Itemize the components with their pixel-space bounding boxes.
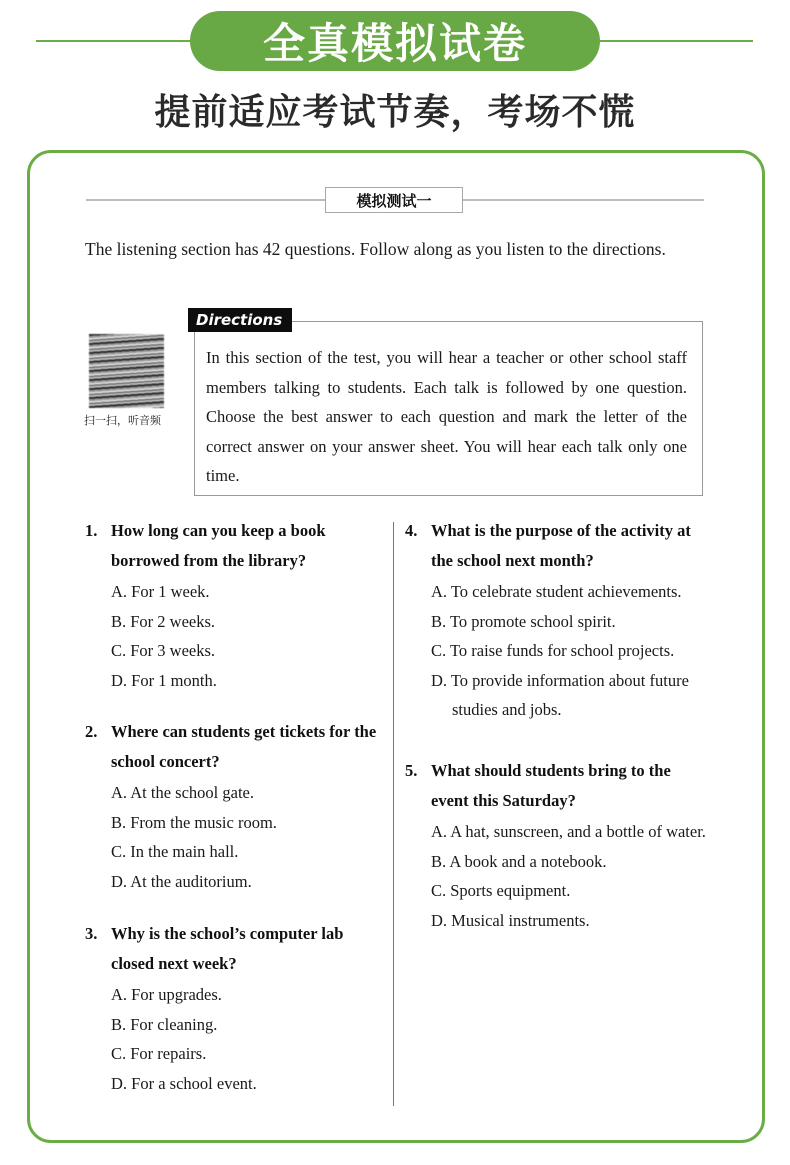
option-d[interactable]: D. For 1 month. (111, 670, 217, 690)
question-text: Where can students get tickets for the school concert? (111, 722, 377, 771)
page-title: 全真模拟试卷 (262, 19, 527, 68)
section-intro: The listening section has 42 questions. Follow along as you listen to the directions. (85, 239, 666, 259)
option-b[interactable]: B. To promote school spirit. (431, 611, 616, 631)
question-text: What should students bring to the event this Saturday? (431, 761, 671, 810)
question-number: 4. (405, 521, 418, 540)
option-b[interactable]: B. A book and a notebook. (431, 851, 607, 871)
question-5 (405, 756, 710, 935)
header-rule-right (595, 40, 753, 42)
directions-text: In this section of the test, you will hear a teacher or other school staff members talking to students. Each talk is followed by one question. Choose the best answer to each question and mark the letter of the correct answer on your answer sheet. You will hear each talk only one time. (206, 348, 687, 485)
option-d[interactable]: D. Musical instruments. (431, 910, 590, 930)
section-rule-left (86, 199, 326, 201)
title-banner (190, 11, 600, 71)
question-text: What is the purpose of the activity at the school next month? (431, 521, 691, 570)
option-b[interactable]: B. For cleaning. (111, 1014, 218, 1034)
question-4 (405, 516, 710, 725)
option-c[interactable]: C. For repairs. (111, 1044, 207, 1063)
directions-tag: Directions (188, 308, 292, 332)
question-text: How long can you keep a book borrowed from the library? (111, 521, 326, 570)
page-subtitle: 提前适应考试节奏，考场不慌 (154, 92, 636, 133)
question-text: Why is the school’s computer lab closed next week? (111, 924, 344, 973)
option-b[interactable]: B. From the music room. (111, 812, 277, 832)
section-rule-right (463, 199, 704, 201)
option-a[interactable]: A. For 1 week. (111, 582, 210, 601)
option-a[interactable]: A. A hat, sunscreen, and a bottle of water. (431, 822, 706, 841)
option-b[interactable]: B. For 2 weeks. (111, 611, 216, 631)
option-c[interactable]: C. In the main hall. (111, 842, 239, 861)
column-divider (393, 522, 394, 1106)
question-1 (85, 516, 385, 695)
option-a[interactable]: A. At the school gate. (111, 783, 254, 802)
option-d[interactable]: D. For a school event. (111, 1073, 257, 1093)
qr-code-icon[interactable] (89, 334, 164, 408)
option-c[interactable]: C. Sports equipment. (431, 881, 571, 900)
option-a[interactable]: A. For upgrades. (111, 985, 222, 1004)
header-rule-left (36, 40, 196, 42)
option-c[interactable]: C. For 3 weeks. (111, 641, 216, 660)
section-label: 模拟测试一 (325, 187, 463, 213)
question-3 (85, 919, 385, 1098)
question-number: 3. (85, 924, 98, 943)
option-c[interactable]: C. To raise funds for school projects. (431, 641, 675, 660)
option-a[interactable]: A. To celebrate student achievements. (431, 582, 682, 601)
question-2 (85, 717, 385, 896)
qr-caption: 扫一扫，听音频 (84, 414, 161, 427)
question-number: 2. (85, 722, 98, 741)
question-number: 5. (405, 761, 418, 780)
option-d[interactable]: D. At the auditorium. (111, 871, 252, 891)
option-d[interactable]: D. To provide information about future studies and jobs. (431, 670, 689, 719)
question-number: 1. (85, 521, 98, 540)
